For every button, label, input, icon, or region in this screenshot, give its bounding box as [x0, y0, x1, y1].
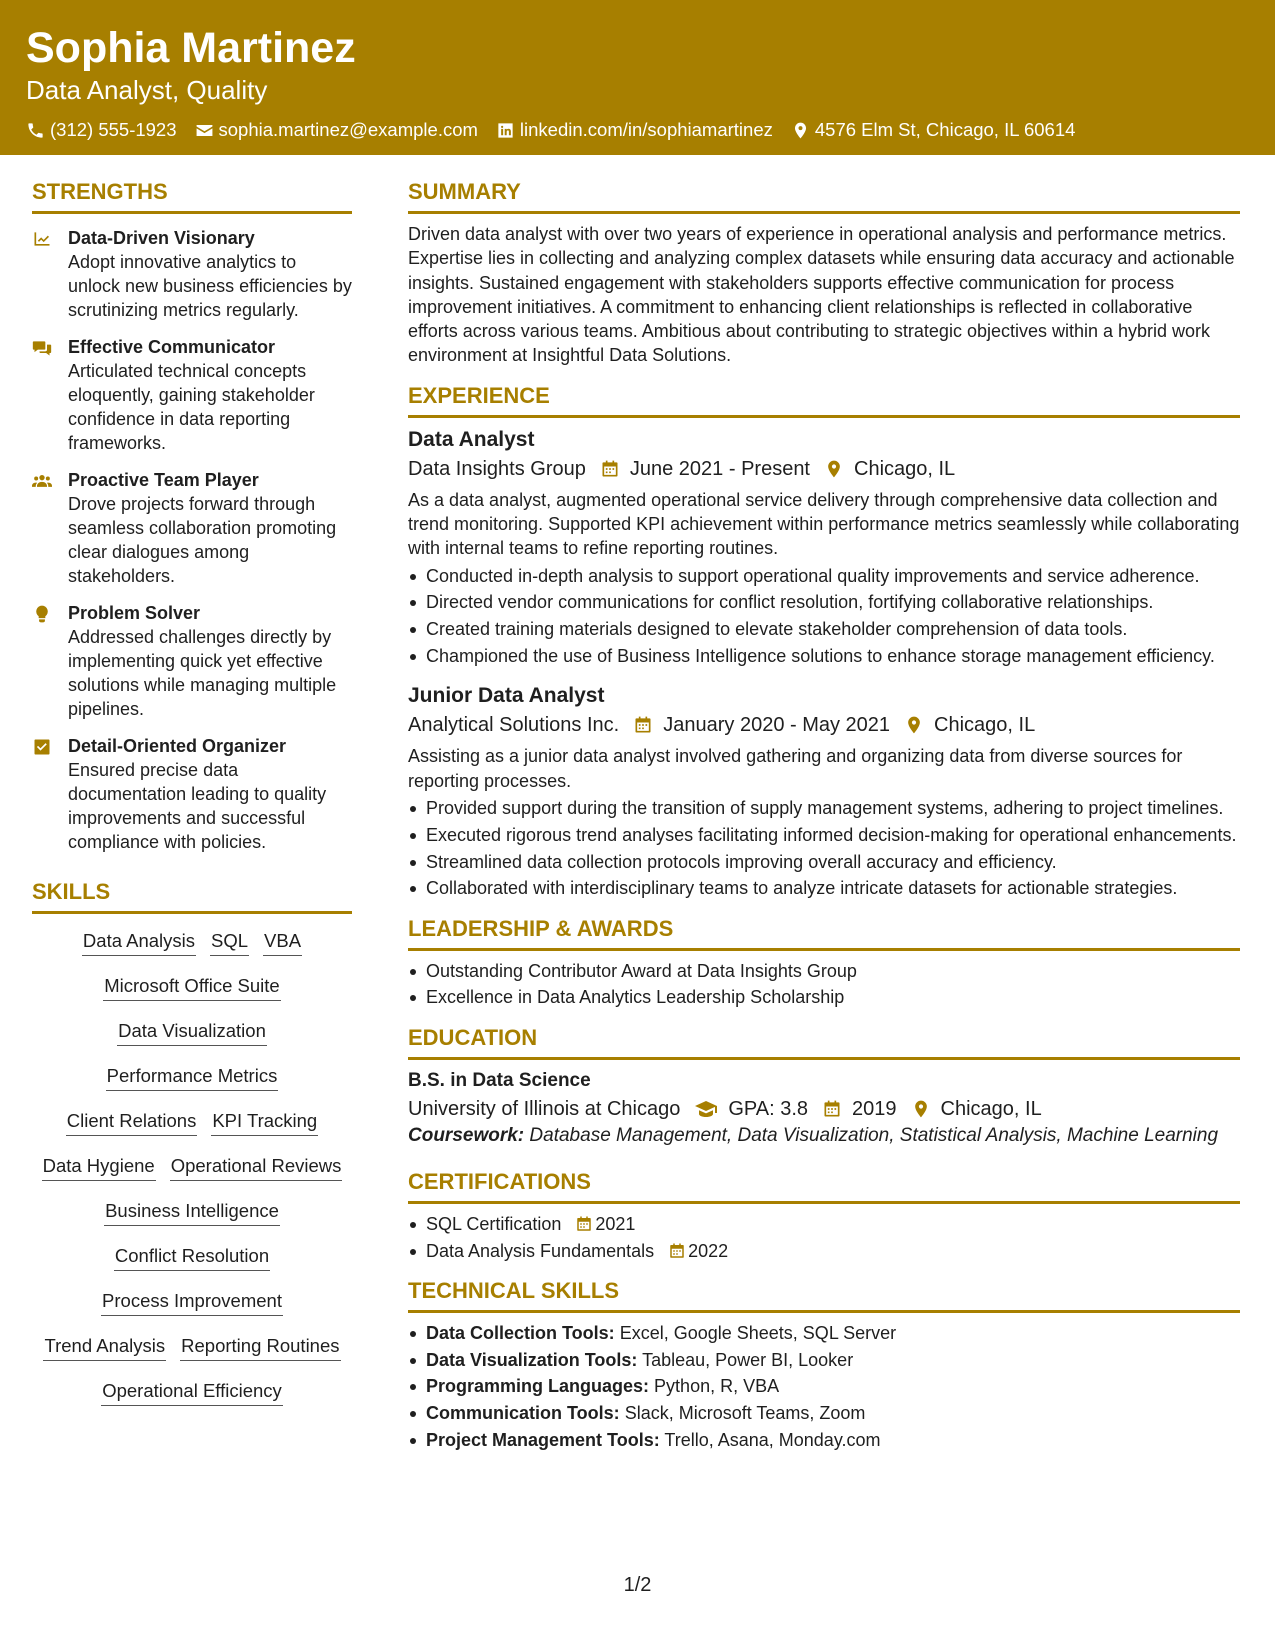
- job-location: Chicago, IL: [934, 714, 1036, 737]
- award-item: Excellence in Data Analytics Leadership Scholarship: [408, 985, 1240, 1009]
- certification-year: 2021: [595, 1213, 636, 1234]
- users-icon: [32, 471, 52, 491]
- graduation-cap-icon: [694, 1097, 718, 1121]
- leadership-list: [408, 959, 1240, 1010]
- linkedin-icon: [496, 121, 515, 140]
- comments-icon: [32, 338, 52, 358]
- skill-tag: Reporting Routines: [180, 1333, 340, 1361]
- job-bullet: Championed the use of Business Intelligence solutions to enhance storage management efficiency.: [408, 644, 1240, 668]
- certification-item: [408, 1239, 1240, 1263]
- calendar-icon: [822, 1099, 842, 1119]
- tech-skill-item: [408, 1348, 1240, 1372]
- job-title: Junior Data Analyst: [408, 684, 605, 708]
- summary-text: Driven data analyst with over two years of experience in operational analysis and performance metrics. Expertise lies in collecting and analyzing complex datasets while ensuring data accuracy and actionable insights. Sustained engagement with stakeholders supports effective communication for process improvement initiatives. A commitment to enhancing client relationships is reflected in collaborative efforts across various teams. Ambitious about contributing to strategic objectives within a hybrid work environment at Insightful Data Solutions.: [408, 224, 1235, 366]
- strength-desc: Drove projects forward through seamless collaboration promoting clear dialogues among stakeholders.: [68, 494, 337, 586]
- calendar-icon: [575, 1215, 593, 1233]
- tech-skill-label: Project Management Tools:: [426, 1430, 660, 1451]
- map-pin-icon: [791, 121, 810, 140]
- candidate-role: Data Analyst, Quality: [26, 75, 268, 105]
- skills-heading: SKILLS: [32, 878, 352, 914]
- strengths-list: [32, 226, 352, 854]
- strength-desc: Articulated technical concepts eloquently, gaining stakeholder confidence in data reporting frameworks.: [68, 361, 315, 453]
- skill-tag: Trend Analysis: [43, 1333, 166, 1361]
- job-meta: [408, 710, 1240, 740]
- map-pin-icon: [824, 459, 844, 479]
- strength-title: Effective Communicator: [68, 337, 276, 357]
- job-entry: [408, 682, 1240, 900]
- leadership-heading: LEADERSHIP & AWARDS: [408, 915, 1240, 951]
- contact-phone[interactable]: [26, 118, 177, 142]
- school-location: Chicago, IL: [940, 1097, 1042, 1120]
- calendar-icon: [600, 459, 620, 479]
- technical-skills-heading: TECHNICAL SKILLS: [408, 1277, 1240, 1313]
- strength-desc: Addressed challenges directly by implementing quick yet effective solutions while managing multiple pipelines.: [68, 627, 337, 719]
- email-text: sophia.martinez@example.com: [218, 119, 478, 140]
- tech-skill-label: Programming Languages:: [426, 1376, 650, 1397]
- skill-tag: Process Improvement: [101, 1288, 283, 1316]
- job-location: Chicago, IL: [854, 457, 956, 480]
- certification-name: SQL Certification: [426, 1213, 562, 1234]
- skill-tag: SQL: [210, 928, 249, 956]
- tech-skill-item: [408, 1374, 1240, 1398]
- job-dates: June 2021 - Present: [629, 457, 810, 480]
- job-company: Data Insights Group: [408, 457, 586, 480]
- contact-email[interactable]: [195, 118, 478, 142]
- strengths-heading: STRENGTHS: [32, 178, 352, 214]
- tech-skill-value: Tableau, Power BI, Looker: [642, 1349, 854, 1370]
- job-bullets: [408, 564, 1240, 669]
- contact-linkedin[interactable]: [496, 118, 773, 142]
- skills-list: [32, 928, 352, 1406]
- summary-heading: SUMMARY: [408, 178, 1240, 214]
- coursework-text: Database Management, Data Visualization, Statistical Analysis, Machine Learning: [529, 1124, 1219, 1146]
- right-column: [408, 178, 1240, 1455]
- candidate-name: Sophia Martinez: [26, 24, 356, 72]
- job-description: As a data analyst, augmented operational service delivery through comprehensive data collection and trend monitoring. Supported KPI achievement within performance metrics seamlessly while collaborating with internal teams to refine reporting routines.: [408, 489, 1240, 559]
- contact-bar: [26, 118, 1249, 142]
- education-meta: [408, 1094, 1240, 1124]
- tech-skill-value: Trello, Asana, Monday.com: [664, 1430, 881, 1451]
- strength-item: [32, 335, 352, 455]
- strength-item: [32, 468, 352, 588]
- strength-title: Problem Solver: [68, 603, 201, 623]
- gpa: GPA: 3.8: [728, 1097, 809, 1120]
- technical-skills-list: [408, 1321, 1240, 1452]
- calendar-icon: [633, 715, 653, 735]
- tech-skill-value: Python, R, VBA: [654, 1376, 780, 1397]
- linkedin-text: linkedin.com/in/sophiamartinez: [519, 119, 773, 140]
- job-bullets: [408, 796, 1240, 901]
- skill-tag: Microsoft Office Suite: [103, 973, 280, 1001]
- left-column: [32, 178, 352, 1423]
- skill-tag: VBA: [263, 928, 302, 956]
- strength-item: [32, 226, 352, 322]
- strength-item: [32, 601, 352, 721]
- map-pin-icon: [911, 1099, 931, 1119]
- skill-tag: KPI Tracking: [211, 1108, 318, 1136]
- skill-tag: Operational Efficiency: [101, 1378, 283, 1406]
- contact-address: [791, 118, 1076, 142]
- job-bullet: Conducted in-depth analysis to support operational quality improvements and service adherence.: [408, 564, 1240, 588]
- skill-tag: Data Visualization: [117, 1018, 267, 1046]
- job-bullet: Created training materials designed to elevate stakeholder comprehension of data tools.: [408, 617, 1240, 641]
- calendar-icon: [668, 1242, 686, 1260]
- skill-tag: Client Relations: [66, 1108, 198, 1136]
- job-company: Analytical Solutions Inc.: [408, 714, 620, 737]
- job-title: Data Analyst: [408, 427, 535, 451]
- map-pin-icon: [904, 715, 924, 735]
- page-number: 1/2: [623, 1574, 652, 1596]
- lightbulb-icon: [32, 604, 52, 624]
- checkbox-icon: [32, 737, 52, 757]
- graduation-year: 2019: [852, 1097, 897, 1120]
- job-meta: [408, 454, 1240, 484]
- skill-tag: Data Analysis: [82, 928, 196, 956]
- strength-title: Proactive Team Player: [68, 470, 259, 490]
- strength-desc: Ensured precise data documentation leading to quality improvements and successful compliance with policies.: [68, 760, 327, 852]
- tech-skill-label: Communication Tools:: [426, 1403, 620, 1424]
- job-bullet: Provided support during the transition of supply management systems, adhering to project timelines.: [408, 796, 1240, 820]
- job-bullet: Streamlined data collection protocols improving overall accuracy and efficiency.: [408, 850, 1240, 874]
- resume-header: [0, 0, 1275, 155]
- certification-year: 2022: [688, 1240, 729, 1261]
- job-bullet: Directed vendor communications for conflict resolution, fortifying collaborative relationships.: [408, 590, 1240, 614]
- strength-item: [32, 734, 352, 854]
- certifications-heading: CERTIFICATIONS: [408, 1168, 1240, 1204]
- phone-icon: [26, 121, 45, 140]
- address-text: 4576 Elm St, Chicago, IL 60614: [814, 119, 1076, 140]
- tech-skill-item: [408, 1428, 1240, 1452]
- skill-tag: Operational Reviews: [170, 1153, 343, 1181]
- job-entry: [408, 426, 1240, 669]
- experience-heading: EXPERIENCE: [408, 382, 1240, 418]
- certification-item: [408, 1212, 1240, 1236]
- coursework: [408, 1124, 1240, 1148]
- degree: B.S. in Data Science: [408, 1069, 591, 1091]
- phone-text: (312) 555-1923: [50, 119, 177, 140]
- job-dates: January 2020 - May 2021: [663, 714, 891, 737]
- skill-tag: Performance Metrics: [106, 1063, 279, 1091]
- certification-name: Data Analysis Fundamentals: [426, 1240, 655, 1261]
- job-bullet: Collaborated with interdisciplinary teams to analyze intricate datasets for actionable strategies.: [408, 876, 1240, 900]
- strength-title: Detail-Oriented Organizer: [68, 736, 287, 756]
- strength-desc: Adopt innovative analytics to unlock new business efficiencies by scrutinizing metrics regularly.: [68, 252, 352, 320]
- tech-skill-value: Slack, Microsoft Teams, Zoom: [624, 1403, 866, 1424]
- tech-skill-item: [408, 1401, 1240, 1425]
- education-heading: EDUCATION: [408, 1024, 1240, 1060]
- envelope-icon: [195, 121, 214, 140]
- skill-tag: Data Hygiene: [42, 1153, 156, 1181]
- job-description: Assisting as a junior data analyst involved gathering and organizing data from diverse sources for reporting processes.: [408, 746, 1183, 791]
- tech-skill-item: [408, 1321, 1240, 1345]
- tech-skill-label: Data Visualization Tools:: [426, 1349, 638, 1370]
- tech-skill-value: Excel, Google Sheets, SQL Server: [619, 1322, 897, 1343]
- school-name: University of Illinois at Chicago: [408, 1097, 681, 1120]
- certifications-list: [408, 1212, 1240, 1263]
- job-bullet: Executed rigorous trend analyses facilitating informed decision-making for operational enhancements.: [408, 823, 1240, 847]
- skill-tag: Conflict Resolution: [114, 1243, 270, 1271]
- tech-skill-label: Data Collection Tools:: [426, 1322, 615, 1343]
- strength-title: Data-Driven Visionary: [68, 228, 255, 248]
- award-item: Outstanding Contributor Award at Data Insights Group: [408, 959, 1240, 983]
- skill-tag: Business Intelligence: [104, 1198, 280, 1226]
- coursework-label: Coursework:: [408, 1124, 525, 1146]
- chart-line-icon: [32, 229, 52, 249]
